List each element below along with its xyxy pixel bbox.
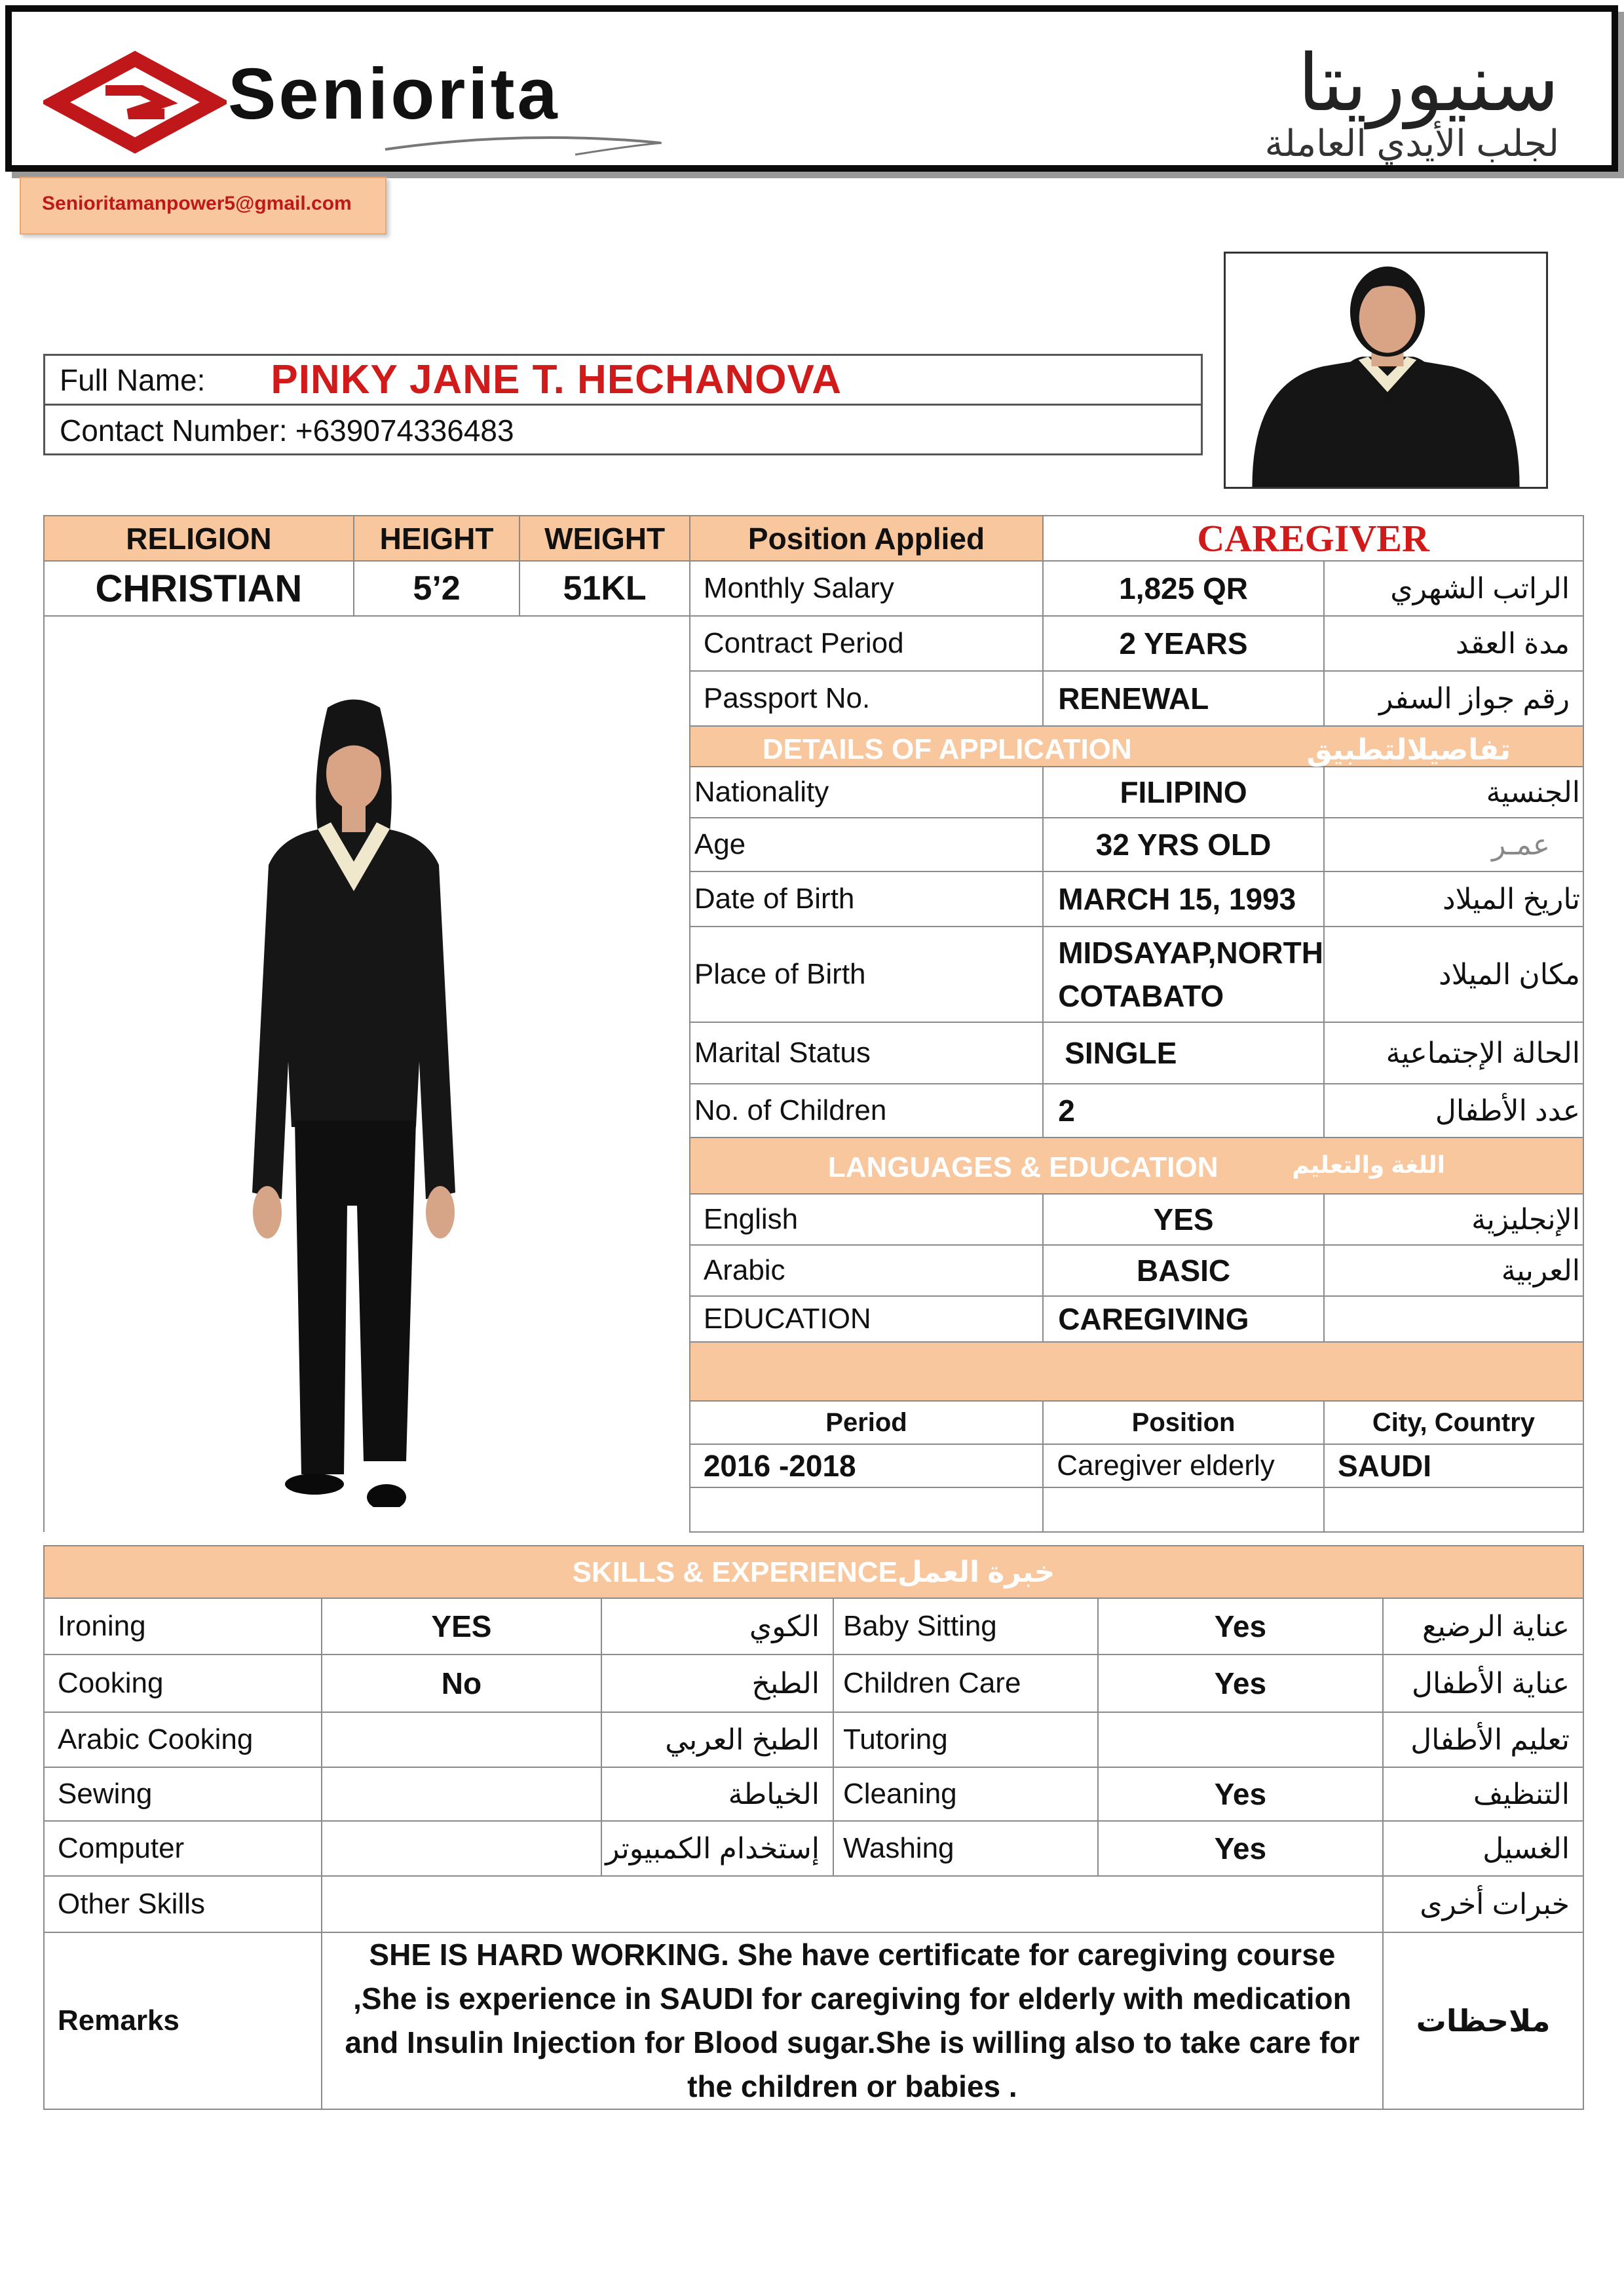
marital-label-ar: الحالة الإجتماعية bbox=[1324, 1022, 1583, 1084]
skill-cleaning-value: Yes bbox=[1098, 1767, 1383, 1821]
details-title-ar: تفاصيلالتطبيق bbox=[1306, 734, 1511, 766]
remarks-label-ar: ملاحظات bbox=[1383, 1932, 1583, 2109]
skill-arabiccooking-value bbox=[322, 1712, 602, 1767]
skill-babysitting-label-ar: عناية الرضيع bbox=[1383, 1598, 1583, 1655]
age-label: Age bbox=[690, 818, 1043, 871]
exp-position-value: Caregiver elderly bbox=[1043, 1444, 1324, 1487]
pob-label-ar: مكان الميلاد bbox=[1324, 927, 1583, 1022]
salary-label: Monthly Salary bbox=[690, 561, 1043, 616]
contact-number: +639074336483 bbox=[295, 413, 514, 448]
contract-label: Contract Period bbox=[690, 616, 1043, 671]
email-badge[interactable]: Senioritamanpower5@gmail.com bbox=[20, 177, 387, 235]
dob-value: MARCH 15, 1993 bbox=[1043, 871, 1324, 927]
skill-cooking-value: No bbox=[322, 1655, 602, 1712]
arabic-label-ar: العربية bbox=[1324, 1245, 1583, 1296]
skill-babysitting-value: Yes bbox=[1098, 1598, 1383, 1655]
age-label-ar: عمـر bbox=[1324, 818, 1583, 871]
weight-header: WEIGHT bbox=[519, 516, 690, 561]
dob-label: Date of Birth bbox=[690, 871, 1043, 927]
height-header: HEIGHT bbox=[354, 516, 519, 561]
skill-sewing-label-ar: الخياطة bbox=[601, 1767, 833, 1821]
passport-value: RENEWAL bbox=[1043, 671, 1324, 726]
full-name-label: Full Name: bbox=[60, 362, 206, 397]
brand-name-en: Seniorita bbox=[228, 54, 560, 134]
exp-empty-1 bbox=[690, 1487, 1043, 1532]
education-label: EDUCATION bbox=[690, 1296, 1043, 1342]
exp-country-header: City, Country bbox=[1324, 1401, 1583, 1444]
weight-value: 51KL bbox=[519, 561, 690, 616]
name-box bbox=[43, 354, 1203, 455]
salary-value: 1,825 QR bbox=[1043, 561, 1324, 616]
other-skills-label-ar: خبرات أخرى bbox=[1383, 1876, 1583, 1932]
skill-ironing-label: Ironing bbox=[44, 1598, 322, 1655]
skill-childrencare-label: Children Care bbox=[833, 1655, 1098, 1712]
education-value: CAREGIVING bbox=[1043, 1296, 1324, 1342]
languages-title: LANGUAGES & EDUCATION bbox=[827, 1151, 1218, 1183]
children-label-ar: عدد الأطفال bbox=[1324, 1084, 1583, 1138]
nationality-label: Nationality bbox=[690, 767, 1043, 818]
brand-logo-icon bbox=[43, 50, 227, 155]
marital-value: SINGLE bbox=[1043, 1022, 1324, 1084]
skills-table bbox=[43, 1545, 1584, 2110]
arabic-label: Arabic bbox=[690, 1245, 1043, 1296]
nationality-value: FILIPINO bbox=[1043, 767, 1324, 818]
skill-babysitting-label: Baby Sitting bbox=[833, 1598, 1098, 1655]
skill-cleaning-label-ar: التنظيف bbox=[1383, 1767, 1583, 1821]
other-skills-label: Other Skills bbox=[44, 1876, 322, 1932]
skill-ironing-label-ar: الكوي bbox=[601, 1598, 833, 1655]
skill-sewing-value bbox=[322, 1767, 602, 1821]
details-title: DETAILS OF APPLICATION bbox=[762, 733, 1132, 765]
age-value: 32 YRS OLD bbox=[1043, 818, 1324, 871]
pob-value: MIDSAYAP,NORTH COTABATO bbox=[1043, 927, 1324, 1022]
brand-name-ar: سنيوريتا bbox=[1297, 39, 1559, 127]
other-skills-value bbox=[322, 1876, 1383, 1932]
portrait-image-icon bbox=[1226, 254, 1546, 487]
exp-position-header: Position bbox=[1043, 1401, 1324, 1444]
skill-ironing-value: YES bbox=[322, 1598, 602, 1655]
brand-swoosh-icon bbox=[379, 123, 667, 163]
skill-computer-label-ar: إستخدام الكمبيوتر bbox=[601, 1821, 833, 1876]
languages-section-header bbox=[690, 1138, 1583, 1194]
education-spacer bbox=[690, 1342, 1583, 1401]
skill-washing-value: Yes bbox=[1098, 1821, 1383, 1876]
contract-value: 2 YEARS bbox=[1043, 616, 1324, 671]
languages-title-ar: اللغة والتعليم bbox=[1292, 1151, 1445, 1178]
skill-childrencare-label-ar: عناية الأطفال bbox=[1383, 1655, 1583, 1712]
passport-label: Passport No. bbox=[690, 671, 1043, 726]
brand-tagline-ar: لجلب الأيدي العاملة bbox=[1264, 123, 1559, 164]
pob-label: Place of Birth bbox=[690, 927, 1043, 1022]
full-name-row bbox=[45, 356, 1201, 406]
skill-childrencare-value: Yes bbox=[1098, 1655, 1383, 1712]
skill-arabiccooking-label: Arabic Cooking bbox=[44, 1712, 322, 1767]
skill-cooking-label-ar: الطبخ bbox=[601, 1655, 833, 1712]
children-value: 2 bbox=[1043, 1084, 1324, 1138]
salary-label-ar: الراتب الشهري bbox=[1324, 561, 1583, 616]
exp-empty-3 bbox=[1324, 1487, 1583, 1532]
skills-section-header bbox=[44, 1546, 1583, 1598]
contract-label-ar: مدة العقد bbox=[1324, 616, 1583, 671]
portrait-photo bbox=[1224, 252, 1548, 489]
skill-sewing-label: Sewing bbox=[44, 1767, 322, 1821]
english-label: English bbox=[690, 1194, 1043, 1245]
remarks-label: Remarks bbox=[44, 1932, 322, 2109]
skill-washing-label: Washing bbox=[833, 1821, 1098, 1876]
contact-label: Contact Number: bbox=[60, 413, 288, 448]
details-section-header bbox=[690, 726, 1583, 767]
full-body-photo bbox=[229, 695, 478, 1507]
position-value: CAREGIVER bbox=[1043, 516, 1583, 561]
exp-period-header: Period bbox=[690, 1401, 1043, 1444]
skill-cleaning-label: Cleaning bbox=[833, 1767, 1098, 1821]
children-label: No. of Children bbox=[690, 1084, 1043, 1138]
religion-header: RELIGION bbox=[44, 516, 354, 561]
skill-cooking-label: Cooking bbox=[44, 1655, 322, 1712]
marital-label: Marital Status bbox=[690, 1022, 1043, 1084]
skill-tutoring-label: Tutoring bbox=[833, 1712, 1098, 1767]
exp-period-value: 2016 -2018 bbox=[690, 1444, 1043, 1487]
english-value: YES bbox=[1043, 1194, 1324, 1245]
contact-row bbox=[45, 406, 1201, 455]
header-banner bbox=[5, 5, 1618, 172]
position-applied-header: Position Applied bbox=[690, 516, 1043, 561]
remarks-text: SHE IS HARD WORKING. She have certificate for caregiving course ,She is experience in SAUDI for caregiving for elderly with medication and Insulin Injection for Blood sugar.She is willing also to take care for the children or babies . bbox=[322, 1932, 1383, 2109]
skills-title: SKILLS & EXPERIENCE bbox=[572, 1556, 897, 1588]
skill-arabiccooking-label-ar: الطبخ العربي bbox=[601, 1712, 833, 1767]
passport-label-ar: رقم جواز السفر bbox=[1324, 671, 1583, 726]
skill-tutoring-label-ar: تعليم الأطفال bbox=[1383, 1712, 1583, 1767]
skill-tutoring-value bbox=[1098, 1712, 1383, 1767]
dob-label-ar: تاريخ الميلاد bbox=[1324, 871, 1583, 927]
exp-country-value: SAUDI bbox=[1324, 1444, 1583, 1487]
skills-title-ar: خبرة العمل bbox=[897, 1556, 1055, 1588]
arabic-value: BASIC bbox=[1043, 1245, 1324, 1296]
education-label-ar bbox=[1324, 1296, 1583, 1342]
skill-washing-label-ar: الغسيل bbox=[1383, 1821, 1583, 1876]
height-value: 5’2 bbox=[354, 561, 519, 616]
full-name-value: PINKY JANE T. HECHANOVA bbox=[271, 357, 842, 402]
skill-computer-value bbox=[322, 1821, 602, 1876]
skill-computer-label: Computer bbox=[44, 1821, 322, 1876]
english-label-ar: الإنجليزية bbox=[1324, 1194, 1583, 1245]
nationality-label-ar: الجنسية bbox=[1324, 767, 1583, 818]
religion-value: CHRISTIAN bbox=[44, 561, 354, 616]
exp-empty-2 bbox=[1043, 1487, 1324, 1532]
